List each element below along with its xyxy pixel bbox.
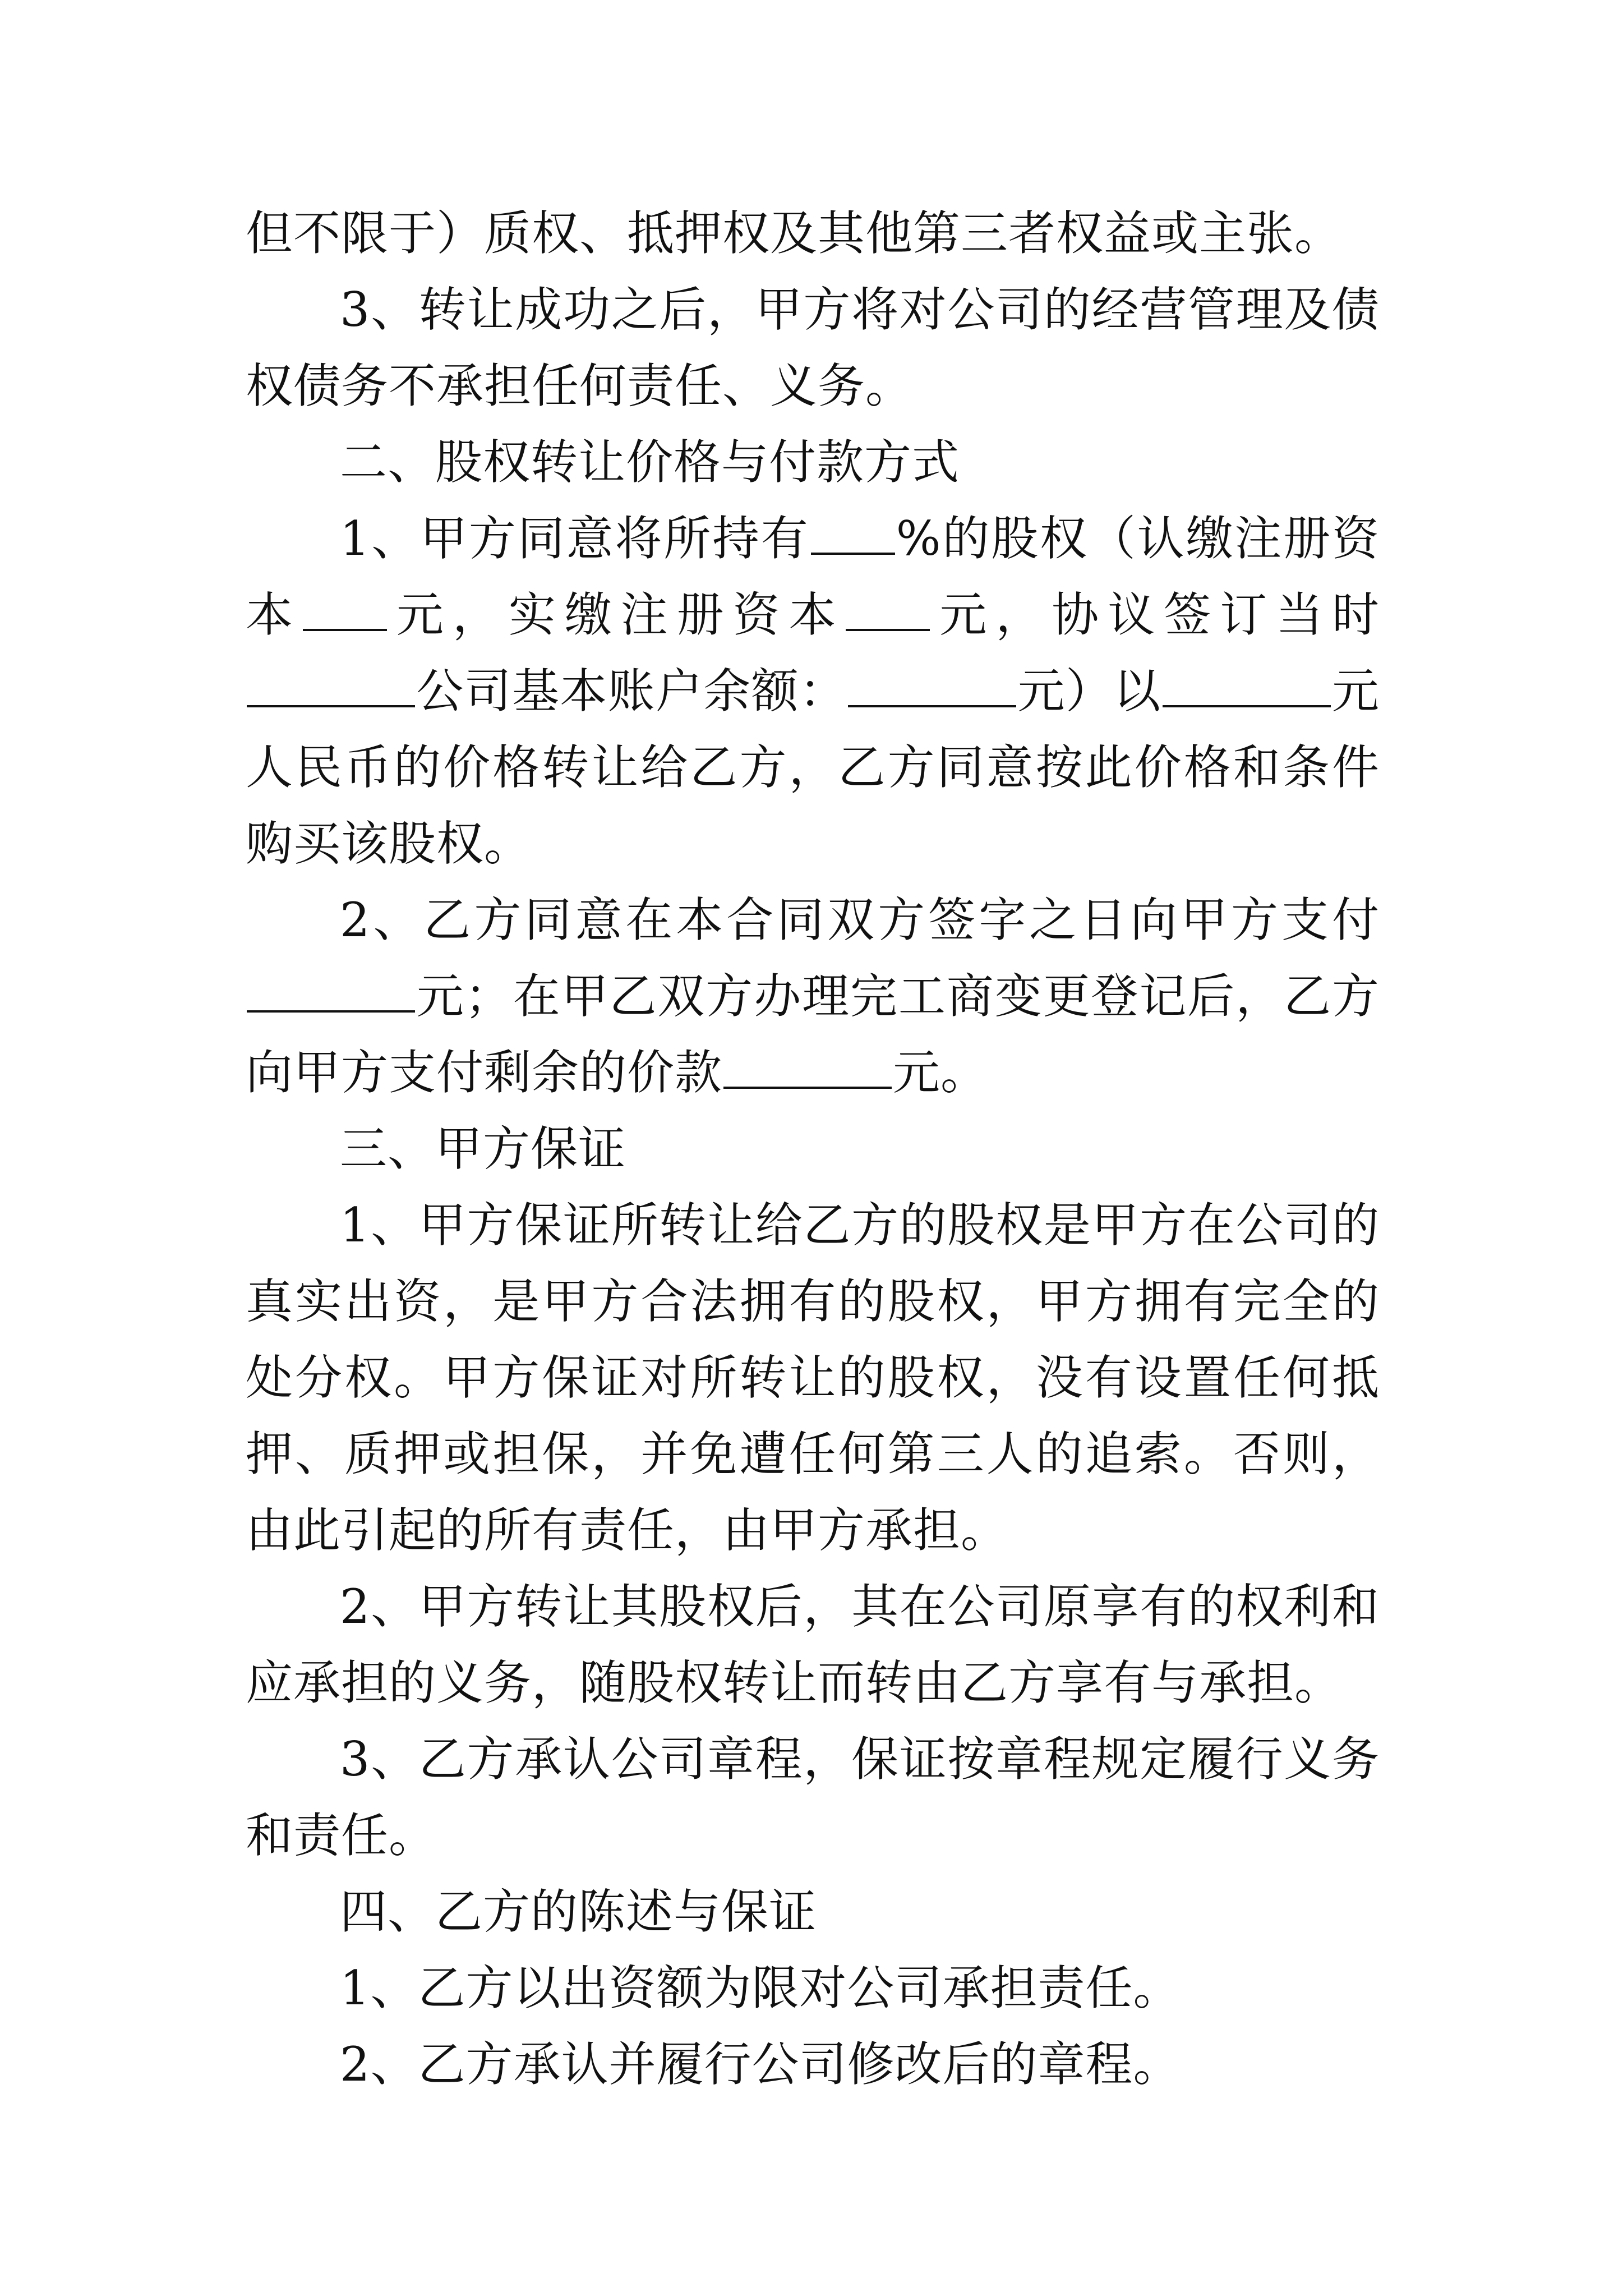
blank-remaining-payment	[723, 1047, 892, 1089]
clause-text: 元，实缴注册资本	[388, 587, 845, 642]
blank-share-percent	[811, 513, 895, 555]
blank-company-name	[247, 666, 415, 707]
clause-text: %的股权（认缴注册资本	[246, 511, 1380, 642]
paragraph-clause-2-2	[246, 882, 1380, 1111]
paragraph-clause-1-3: 3、转让成功之后，甲方将对公司的经营管理及债权债务不承担任何责任、义务。	[246, 282, 1380, 413]
blank-subscribed-capital	[303, 590, 387, 631]
clause-text: 公司基本账户余额：	[416, 664, 847, 719]
paragraph-clause-3-3: 3、乙方承认公司章程，保证按章程规定履行义务和责任。	[246, 1732, 1380, 1863]
clause-text: 2、乙方同意在本合同双方签字之日向甲方支付	[340, 892, 1380, 947]
clause-text: 1、甲方同意将所持有	[340, 511, 810, 566]
section-heading-4: 四、乙方的陈述与保证	[340, 1884, 817, 1939]
document-body	[246, 195, 1380, 2102]
section-heading-2: 二、股权转让价格与付款方式	[340, 435, 960, 490]
paragraph-clause-3-1: 1、甲方保证所转让给乙方的股权是甲方在公司的真实出资，是甲方合法拥有的股权，甲方拥有完全的处分权。甲方保证对所转让的股权，没有设置任何抵押、质押或担保，并免遭任何第三人的追索。否则，由此引起的所有责任，由甲方承担。	[246, 1198, 1380, 1558]
paragraph-clause-4-1: 1、乙方以出资额为限对公司承担责任。	[340, 1961, 1181, 2016]
section-heading-3: 三、甲方保证	[340, 1121, 626, 1176]
clause-text: 元，协议签订当时	[931, 587, 1380, 642]
blank-paid-capital	[846, 590, 930, 631]
clause-text: 元。	[893, 1045, 989, 1100]
paragraph-continuation: 但不限于）质权、抵押权及其他第三者权益或主张。	[246, 206, 1343, 261]
paragraph-clause-4-2: 2、乙方承认并履行公司修改后的章程。	[340, 2037, 1181, 2092]
blank-account-balance	[848, 666, 1016, 707]
paragraph-clause-2-1	[246, 500, 1380, 882]
blank-transfer-price	[1163, 666, 1331, 707]
clause-text: 元；在甲乙双方办理完工商变更登记后，乙方向甲方支付剩余的价款	[246, 969, 1380, 1100]
blank-first-payment	[247, 971, 415, 1013]
clause-text: 元人民币的价格转让给乙方，乙方同意按此价格和条件购买该股权。	[246, 664, 1380, 871]
clause-text: 元）以	[1017, 664, 1161, 719]
paragraph-clause-3-2: 2、甲方转让其股权后，其在公司原享有的权利和应承担的义务，随股权转让而转由乙方享有与承担。	[246, 1579, 1380, 1710]
